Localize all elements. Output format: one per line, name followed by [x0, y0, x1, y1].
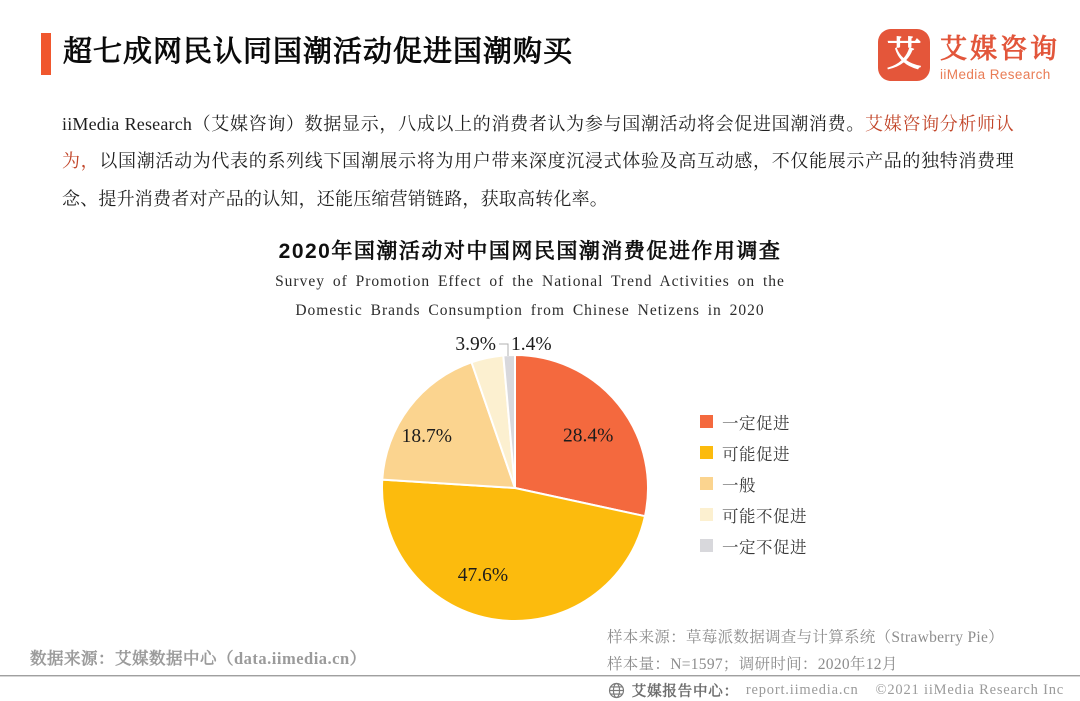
legend-swatch-4	[700, 539, 713, 552]
logo-name-en: iiMedia Research	[940, 67, 1051, 82]
legend-swatch-0	[700, 415, 713, 428]
pie-label-0: 28.4%	[563, 425, 614, 447]
legend-label-1: 可能促进	[722, 445, 790, 464]
page-title: 超七成网民认同国潮活动促进国潮购买	[63, 36, 574, 68]
data-source-note: 数据来源：艾媒数据中心（data.iimedia.cn）	[30, 649, 367, 668]
sample-size-note: 样本量：N=1597；调研时间：2020年12月	[607, 656, 898, 673]
pie-label-2: 18.7%	[401, 425, 452, 447]
legend-item-0	[700, 406, 807, 437]
footer-url: report.iimedia.cn	[745, 681, 859, 698]
legend-item-2	[700, 468, 807, 499]
chart-subtitle-line1: Survey of Promotion Effect of the National Trend Activities on the	[275, 273, 785, 290]
legend-label-2: 一般	[722, 476, 756, 495]
footer	[608, 680, 1064, 700]
legend-swatch-1	[700, 446, 713, 459]
intro-paragraph	[62, 106, 1014, 218]
chart-title: 2020年国潮活动对中国网民国潮消费促进作用调查	[278, 240, 782, 263]
legend-item-1	[700, 437, 807, 468]
sample-source-note: 样本来源：草莓派数据调查与计算系统（Strawberry Pie）	[607, 629, 1004, 646]
intro-text-2: 以国潮活动为代表的系列线下国潮展示将为用户带来深度沉浸式体验及高互动感，不仅能展示产品的独特消费理念、提升消费者对产品的认知，还能压缩营销链路，获取高转化率。	[62, 151, 1014, 209]
chart-subtitle	[180, 267, 880, 325]
iimedia-logo-text	[940, 27, 1060, 82]
legend-swatch-3	[700, 508, 713, 521]
iimedia-logo	[878, 27, 1060, 82]
legend-item-3	[700, 499, 807, 530]
iimedia-logo-icon: 艾	[878, 29, 930, 81]
pie-leader-line	[499, 344, 508, 356]
pie-chart	[360, 326, 680, 638]
pie-label-4: 1.4%	[511, 334, 552, 355]
pie-label-1: 47.6%	[457, 564, 509, 586]
legend-item-4	[700, 530, 807, 561]
intro-highlight: 艾媒咨询分析师认为，	[62, 114, 1014, 172]
footer-copyright: ©2021 iiMedia Research Inc	[875, 681, 1064, 698]
legend-swatch-2	[700, 477, 713, 490]
chart-subtitle-line2: Domestic Brands Consumption from Chinese Netizens in 2020	[295, 302, 765, 319]
legend-label-0: 一定促进	[722, 414, 790, 433]
legend-label-4: 一定不促进	[722, 538, 807, 557]
intro-text-1: iiMedia Research（艾媒咨询）数据显示，八成以上的消费者认为参与国潮活动将会促进国潮消费。	[62, 114, 866, 134]
title-accent-bar	[41, 33, 51, 75]
pie-label-3: 3.9%	[455, 334, 496, 355]
footer-label: 艾媒报告中心：	[631, 683, 739, 700]
chart-legend	[700, 406, 807, 561]
footer-divider	[0, 675, 1080, 677]
logo-name-cn: 艾媒咨询	[940, 34, 1060, 64]
sample-notes	[607, 624, 1004, 678]
globe-icon	[608, 682, 625, 699]
legend-label-3: 可能不促进	[722, 507, 807, 526]
